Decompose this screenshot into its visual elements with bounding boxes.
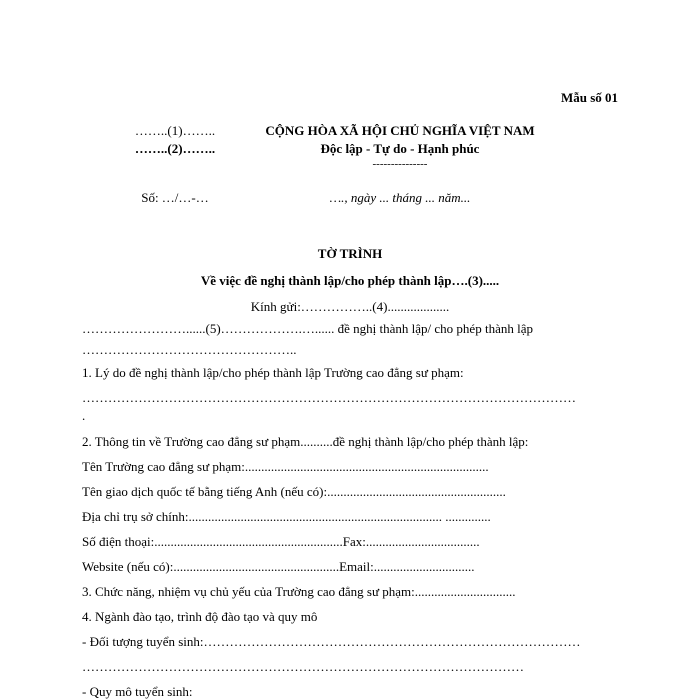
section-4-heading: 4. Ngành đào tạo, trình độ đào tạo và quy mô (82, 609, 318, 624)
section-1-dots: …………………………………………………………………………………………………… (82, 390, 576, 405)
place-date: …., ngày ... tháng ... năm... (329, 190, 471, 205)
field-phone-fax: Số điện thoại:..........................................................Fax:................................... (82, 534, 480, 549)
field-enrollment-scale: - Quy mô tuyển sinh: (82, 684, 193, 699)
section-3-heading: 3. Chức năng, nhiệm vụ chủ yếu của Trường cao đẳng sư phạm:............................... (82, 584, 516, 599)
document-number: Số: …/…-… (141, 190, 209, 205)
issuing-authority: ……..(1)…….. (134, 123, 216, 138)
field-enrollment-target-dots: ………………………………………………………………………………………… (82, 659, 524, 674)
field-school-name: Tên Trường cao đẳng sư phạm:........................................................................... (82, 459, 489, 474)
section-1-heading: 1. Lý do đề nghị thành lập/cho phép thành lập Trường cao đẳng sư phạm: (82, 365, 464, 380)
field-address: Địa chỉ trụ sở chính:.............................................................................. .............. (82, 509, 491, 524)
section-2-heading: 2. Thông tin về Trường cao đẳng sư phạm..........đề nghị thành lập/cho phép thành lập: (82, 434, 529, 449)
issuing-unit: ……..(2)…….. (134, 141, 216, 156)
field-website-email: Website (nếu có):...................................................Email:............................... (82, 559, 475, 574)
form-number: Mẫu số 01 (560, 90, 618, 105)
field-enrollment-target: - Đối tượng tuyển sinh:…………………………………………………………………………… (82, 634, 581, 649)
motto-divider: --------------- (372, 158, 428, 170)
document-title: TỜ TRÌNH (317, 246, 383, 261)
section-1-end-dot: . (82, 408, 86, 423)
country-name: CỘNG HÒA XÃ HỘI CHỦ NGHĨA VIỆT NAM (265, 123, 535, 138)
intro-line-1: ……………………......(5)……………….…...... đề nghị thành lập/ cho phép thành lập (82, 321, 533, 336)
intro-line-2: ………………………………………….. (82, 342, 297, 357)
document-subject: Về việc đề nghị thành lập/cho phép thành lập….(3)..... (200, 273, 500, 288)
national-motto: Độc lập - Tự do - Hạnh phúc (320, 141, 480, 156)
recipient-line: Kính gửi:……………..(4)................... (250, 299, 450, 314)
field-international-name: Tên giao dịch quốc tế bằng tiếng Anh (nếu có):....................................................... (82, 484, 506, 499)
